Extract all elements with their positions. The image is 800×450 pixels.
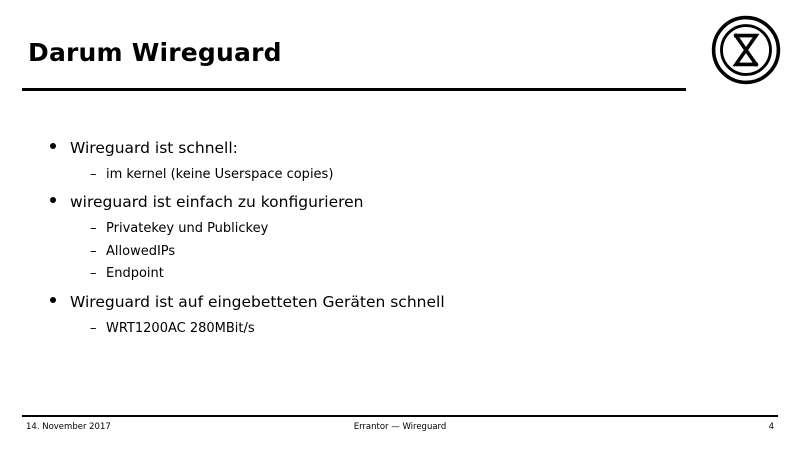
list-item [40, 320, 740, 338]
list-item-label: Privatekey und Publickey [106, 221, 269, 237]
dash-icon: – [90, 320, 97, 336]
bullet-list [40, 138, 740, 343]
list-item [40, 292, 740, 313]
footer [22, 422, 778, 438]
list-item [40, 166, 740, 184]
bullet-dot-icon [50, 143, 56, 149]
page-title: Darum Wireguard [28, 38, 282, 67]
dash-icon: – [90, 221, 97, 237]
list-item [40, 138, 740, 159]
list-item-label: Wireguard ist schnell: [70, 139, 238, 157]
footer-page-number: 4 [768, 422, 774, 432]
footer-title: Errantor — Wireguard [353, 422, 447, 432]
list-item [40, 265, 740, 283]
hourglass-circle-logo [710, 14, 782, 86]
dash-icon: – [90, 243, 97, 259]
list-item-label: im kernel (keine Userspace copies) [106, 166, 334, 182]
footer-divider [22, 415, 778, 417]
dash-icon: – [90, 266, 97, 282]
list-item [40, 220, 740, 238]
bullet-dot-icon [50, 197, 56, 203]
title-divider [22, 88, 686, 91]
bullet-dot-icon [50, 297, 56, 303]
list-item [40, 192, 740, 213]
list-item-label: wireguard ist einfach zu konfigurieren [70, 193, 364, 212]
list-item-label: Wireguard ist auf eingebetteten Geräten schnell [70, 293, 445, 312]
list-item-label: Endpoint [106, 266, 164, 282]
list-item-label: AllowedIPs [106, 243, 176, 259]
footer-date: 14. November 2017 [26, 422, 111, 432]
list-item [40, 243, 740, 261]
dash-icon: – [90, 166, 97, 182]
list-item-label: WRT1200AC 280MBit/s [106, 320, 255, 336]
